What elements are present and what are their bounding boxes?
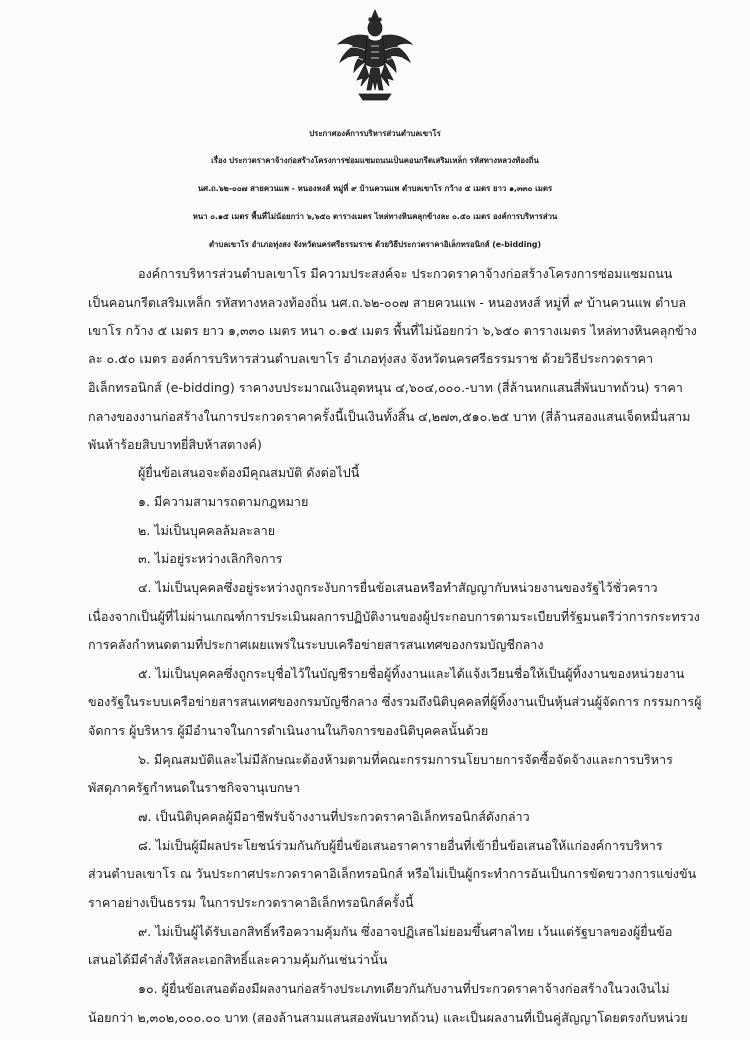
qualification-item-continuation: เสนอได้มีคำสั่งให้สละเอกสิทธิ์และความคุ้มกันเช่นว่านั้น [88,952,388,967]
qualification-item: ๒. ไม่เป็นบุคคลล้มละลาย [138,523,276,538]
qualification-item: ๘. ไม่เป็นผู้มีผลประโยชน์ร่วมกันกับผู้ยื่นข้อเสนอราคารายอื่นที่เข้ายื่นข้อเสนอให้แก่องค์การบริหาร [138,838,663,853]
qualification-item: ๑. มีความสามารถตามกฎหมาย [138,494,309,509]
announcement-title: ประกาศองค์การบริหารส่วนตำบลเขาโร [309,129,441,138]
intro-paragraph-line: อิเล็กทรอนิกส์ (e-bidding) ราคางบประมาณเงินอุดหนุน ๔,๖๐๔,๐๐๐.-บาท (สี่ล้านหกแสนสี่พันบาทถ้วน) ราคา [88,380,683,395]
intro-paragraph-line: พันห้าร้อยสิบบาทยี่สิบห้าสตางค์) [88,437,262,452]
intro-paragraph-line: เขาโร กว้าง ๕ เมตร ยาว ๑,๓๓๐ เมตร หนา ๐.๑๕ เมตร พื้นที่ไม่น้อยกว่า ๖,๖๕๐ ตารางเมตร ไหล่ทางหินคลุกข้าง [88,323,697,338]
qualification-item-continuation: ของรัฐในระบบเครือข่ายสารสนเทศของกรมบัญชีกลาง ซึ่งรวมถึงนิติบุคคลที่ผู้ทิ้งงานเป็นหุ้นส่วนผู้จัดการ กรรมการผู้ [88,694,702,709]
intro-paragraph-line: องค์การบริหารส่วนตำบลเขาโร มีความประสงค์จะ ประกวดราคาจ้างก่อสร้างโครงการซ่อมแซมถนน [138,266,673,281]
garuda-emblem-icon [331,6,419,106]
qualification-item: ๕. ไม่เป็นบุคคลซึ่งถูกระบุชื่อไว้ในบัญชีรายชื่อผู้ทิ้งงานและได้แจ้งเวียนชื่อให้เป็นผู้ทิ้งงานของหน่วยงาน [138,666,685,681]
qualification-item: ๙. ไม่เป็นผู้ได้รับเอกสิทธิ์หรือความคุ้มกัน ซึ่งอาจปฏิเสธไม่ยอมขึ้นศาลไทย เว้นแต่รัฐบาลของผู้ยื่นข้อ [138,924,673,939]
subject-line: หนา ๐.๑๕ เมตร พื้นที่ไม่น้อยกว่า ๖,๖๕๐ ตารางเมตร ไหล่ทางหินคลุกข้างละ ๐.๕๐ เมตร องค์การบริหารส่วน [192,212,558,221]
qualification-item: ๖. มีคุณสมบัติและไม่มีลักษณะต้องห้ามตามที่คณะกรรมการนโยบายการจัดซื้อจัดจ้างและการบริหาร [138,752,673,767]
intro-paragraph-line: ละ ๐.๕๐ เมตร องค์การบริหารส่วนตำบลเขาโร อำเภอทุ่งสง จังหวัดนครศรีธรรมราช ด้วยวิธีประกวดราคา [88,351,654,366]
intro-paragraph-line: เป็นคอนกรีตเสริมเหล็ก รหัสทางหลวงท้องถิ่น นศ.ถ.๖๒-๐๐๗ สายควนแพ - หนองหงส์ หมู่ที่ ๙ บ้านควนแพ ตำบล [88,295,687,310]
qualification-item-continuation: ราคาอย่างเป็นธรรม ในการประกวดราคาอิเล็กทรอนิกส์ครั้งนี้ [88,895,414,910]
qualification-item: ๗. เป็นนิติบุคคลผู้มีอาชีพรับจ้างงานที่ประกวดราคาอิเล็กทรอนิกส์ดังกล่าว [138,809,530,824]
qualification-item-continuation: เนื่องจากเป็นผู้ที่ไม่ผ่านเกณฑ์การประเมินผลการปฏิบัติงานของผู้ประกอบการตามระเบียบที่รัฐมนตรีว่าการกระทรวง [88,609,700,624]
qualification-item: ๔. ไม่เป็นบุคคลซึ่งอยู่ระหว่างถูกระงับการยื่นข้อเสนอหรือทำสัญญากับหน่วยงานของรัฐไว้ชั่วคราว [138,580,658,595]
subject-line: เรื่อง ประกวดราคาจ้างก่อสร้างโครงการซ่อมแซมถนนเป็นคอนกรีตเสริมเหล็ก รหัสทางหลวงท้องถิ่น [211,156,539,165]
subject-line: นศ.ถ.๖๒-๐๐๗ สายควนแพ - หนองหงส์ หมู่ที่ ๙ บ้านควนแพ ตำบลเขาโร กว้าง ๕ เมตร ยาว ๑,๓๓๐ เมตร [197,184,553,193]
subject-line: ตำบลเขาโร อำเภอทุ่งสง จังหวัดนครศรีธรรมราช ด้วยวิธีประกวดราคาอิเล็กทรอนิกส์ (e-bidding) [208,240,542,249]
qualification-item-continuation: ส่วนตำบลเขาโร ณ วันประกาศประกวดราคาอิเล็กทรอนิกส์ หรือไม่เป็นผู้กระทำการอันเป็นการขัดขวางการแข่งขัน [88,866,697,881]
qualification-item-continuation: น้อยกว่า ๒,๓๐๒,๐๐๐.๐๐ บาท (สองล้านสามแสนสองพันบาทถ้วน) และเป็นผลงานที่เป็นคู่สัญญาโดยตรงกับหน่วย [88,1010,688,1025]
qualification-item-continuation: พัสดุภาครัฐกำหนดในราชกิจจานุเบกษา [88,780,300,795]
qualification-item-continuation: จัดการ ผู้บริหาร ผู้มีอำนาจในการดำเนินงานในกิจการของนิติบุคคลนั้นด้วย [88,723,489,738]
qualification-heading: ผู้ยื่นข้อเสนอจะต้องมีคุณสมบัติ ดังต่อไปนี้ [138,465,360,480]
intro-paragraph-line: กลางของงานก่อสร้างในการประกวดราคาครั้งนี้เป็นเงินทั้งสิ้น ๔,๒๗๓,๕๑๐.๒๕ บาท (สี่ล้านสองแสนเจ็ดหมื่นสาม [88,409,691,424]
qualification-item-continuation: การคลังกำหนดตามที่ประกาศเผยแพร่ในระบบเครือข่ายสารสนเทศของกรมบัญชีกลาง [88,637,544,652]
qualification-item: ๓. ไม่อยู่ระหว่างเลิกกิจการ [138,551,283,566]
qualification-item: ๑๐. ผู้ยื่นข้อเสนอต้องมีผลงานก่อสร้างประเภทเดียวกันกับงานที่ประกวดราคาจ้างก่อสร้างในวงเงินไม่ [138,981,670,996]
